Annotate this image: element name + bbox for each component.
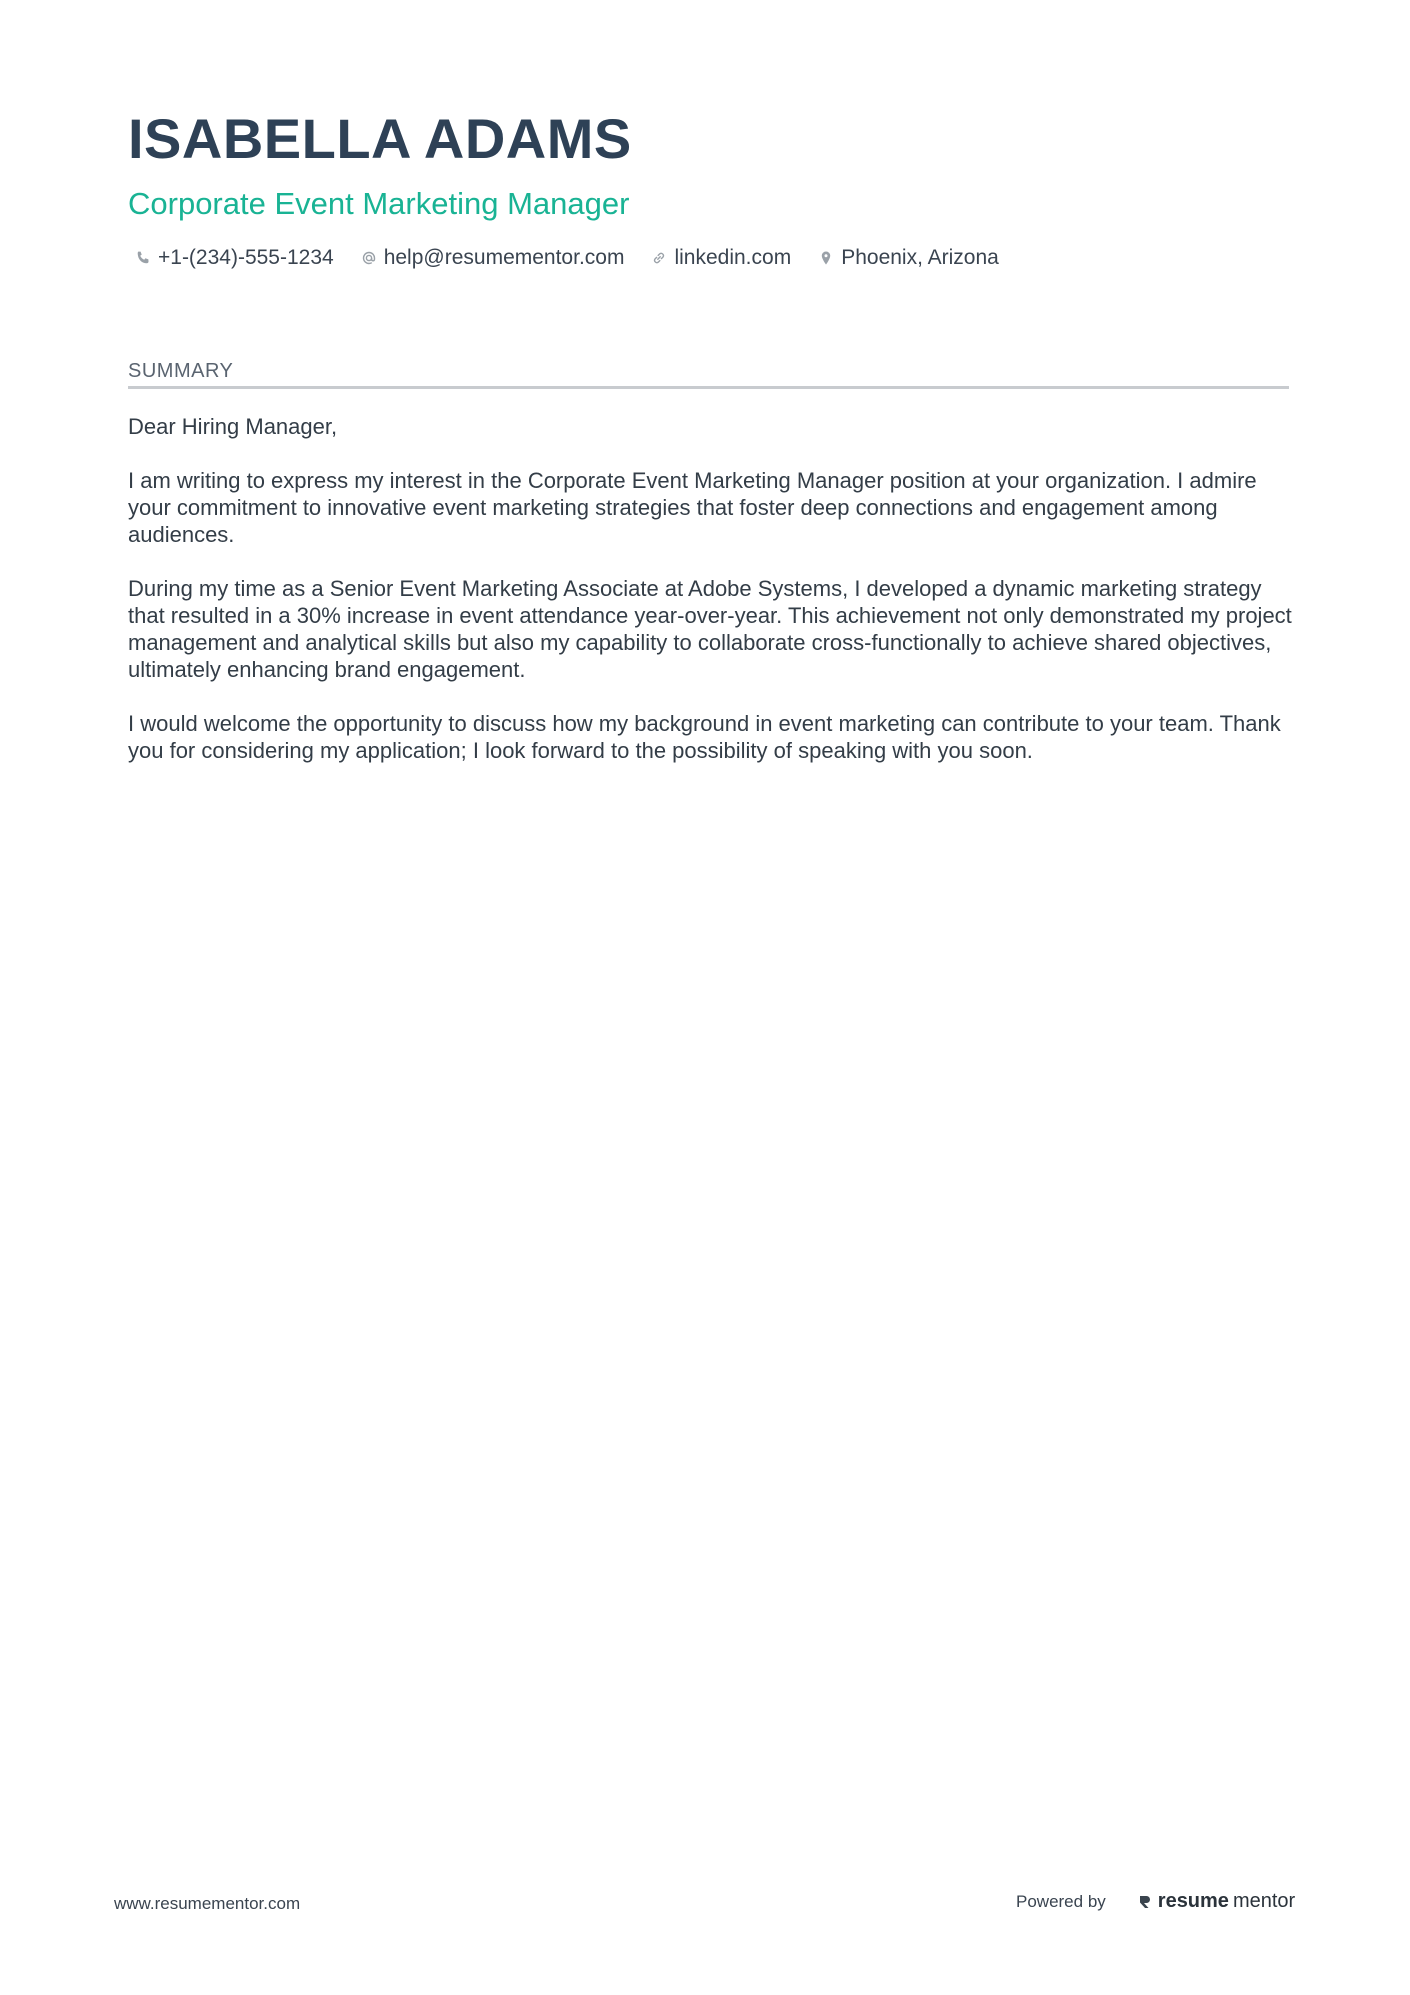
- location-pin-icon: [817, 249, 835, 267]
- letter-body: [128, 413, 1293, 791]
- footer-powered-by: [1016, 1890, 1295, 1913]
- resumementor-logo-icon: [1136, 1893, 1154, 1911]
- letter-greeting: Dear Hiring Manager,: [128, 414, 338, 439]
- at-icon: [360, 249, 378, 267]
- contact-email: [360, 246, 625, 270]
- letter-paragraph-1: I am writing to express my interest in the Corporate Event Marketing Manager position at your organization. I admire your commitment to innovative event marketing strategies that foster deep connections and engagement among audiences.: [128, 468, 1257, 547]
- contact-bar: [134, 246, 999, 270]
- contact-linkedin-text: linkedin.com: [674, 246, 792, 269]
- job-title: Corporate Event Marketing Manager: [128, 186, 630, 221]
- footer-website: www.resumementor.com: [114, 1894, 301, 1913]
- link-icon: [650, 249, 668, 267]
- section-heading-summary: SUMMARY: [128, 360, 234, 382]
- letter-paragraph-2: During my time as a Senior Event Marketing Associate at Adobe Systems, I developed a dynamic marketing strategy that resulted in a 30% increase in event attendance year-over-year. This achievement not only demonstrated my project management and analytical skills but also my capability to collaborate cross-functionally to achieve shared objectives, ultimately enhancing brand engagement.: [128, 576, 1292, 682]
- candidate-name: ISABELLA ADAMS: [128, 107, 632, 170]
- phone-icon: [134, 249, 152, 267]
- brand-logo: [1136, 1890, 1295, 1913]
- powered-by-label: Powered by: [1016, 1891, 1106, 1911]
- brand-name-light: mentor: [1232, 1890, 1296, 1912]
- section-divider: [128, 386, 1289, 389]
- contact-location-text: Phoenix, Arizona: [841, 246, 999, 269]
- contact-location: [817, 246, 999, 270]
- contact-email-text: help@resumementor.com: [383, 246, 625, 269]
- brand-name-bold: resume: [1157, 1890, 1229, 1912]
- contact-linkedin: [650, 246, 791, 270]
- letter-paragraph-3: I would welcome the opportunity to discuss how my background in event marketing can contribute to your team. Thank you for considering my application; I look forward to the possibility of speaking with you soon.: [128, 711, 1281, 763]
- contact-phone: [134, 246, 334, 270]
- contact-phone-text: +1-(234)-555-1234: [158, 246, 334, 269]
